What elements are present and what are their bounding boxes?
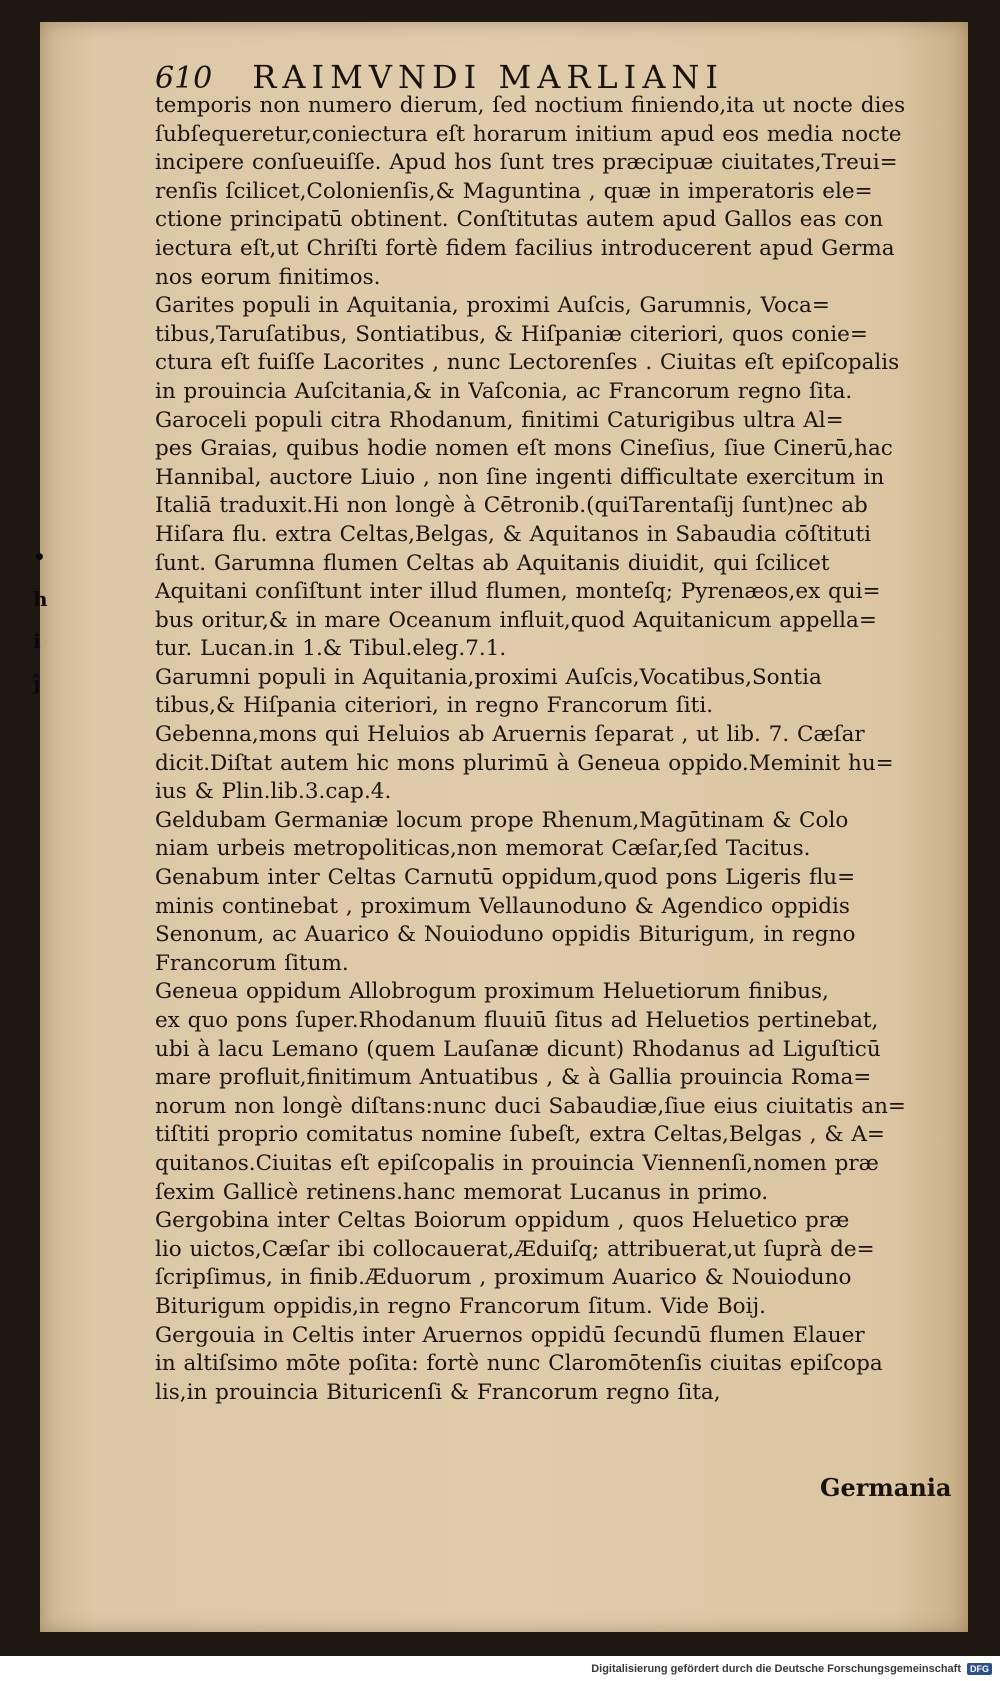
- text-line: niam urbeis metropoliticas,non memorat Cæſar,ſed Tacitus.: [155, 836, 811, 862]
- header-title: RAIMVNDI MARLIANI: [252, 58, 725, 96]
- text-line: tibus,& Hiſpania citeriori, in regno Francorum ſiti.: [155, 693, 714, 719]
- text-line: Garites populi in Aquitania, proximi Auſcis, Garumnis, Voca=: [155, 293, 830, 319]
- text-line: ſexim Gallicè retinens.hanc memorat Lucanus in primo.: [155, 1179, 769, 1205]
- text-line: ius & Plin.lib.3.cap.4.: [155, 779, 392, 805]
- text-line: lio uictos,Cæſar ibi collocauerat,Æduiſq; attribuerat,ut ſuprà de=: [155, 1236, 875, 1262]
- text-line: in prouincia Auſcitania,& in Vaſconia, ac Francorum regno ſita.: [155, 378, 853, 404]
- text-line: in altiſsimo mōte poſita: fortè nunc Claromōtenſis ciuitas epiſcopa: [155, 1351, 883, 1377]
- text-line: ſcripſimus, in finib.Æduorum , proximum Auarico & Nouioduno: [155, 1265, 852, 1291]
- text-line: Geneua oppidum Allobrogum proximum Heluetiorum finibus,: [155, 979, 829, 1005]
- text-line: lis,in prouincia Bituricenſi & Francorum regno ſita,: [155, 1379, 721, 1405]
- text-line: Garoceli populi citra Rhodanum, finitimi Caturigibus ultra Al=: [155, 407, 844, 433]
- text-line: tur. Lucan.in 1.& Tibul.eleg.7.1.: [155, 636, 507, 662]
- text-line: minis continebat , proximum Vellaunoduno & Agendico oppidis: [155, 893, 850, 919]
- text-line: norum non longè diſtans:nunc duci Sabaudiæ,ſiue eius ciuitatis an=: [155, 1093, 906, 1119]
- text-line: ubi à lacu Lemano (quem Lauſanæ dicunt) Rhodanus ad Liguſticū: [155, 1036, 881, 1062]
- footer-bar: [0, 1656, 1000, 1681]
- text-line: Hannibal, auctore Liuio , non ſine ingenti difficultate exercitum in: [155, 464, 885, 490]
- dfg-logo-icon: DFG: [967, 1663, 992, 1675]
- text-line: ctura eſt fuiſſe Lacorites , nunc Lectorenſes . Ciuitas eſt epiſcopalis: [155, 350, 900, 376]
- gutter-marks: [33, 545, 47, 695]
- text-line: ſubſequeretur,coniectura eſt horarum initium apud eos media nocte: [155, 121, 902, 147]
- gutter-mark: ĵ: [33, 671, 41, 695]
- text-line: bus oritur,& in mare Oceanum influit,quod Aquitanicum appella=: [155, 607, 877, 633]
- gutter-mark: i: [33, 629, 41, 653]
- page-number: 610: [155, 61, 213, 96]
- running-head: [155, 58, 855, 96]
- text-line: incipere conſueuiſſe. Apud hos ſunt tres præcipuæ ciuitates,Treui=: [155, 150, 898, 176]
- text-line: pes Graias, quibus hodie nomen eſt mons Cineſius, ſiue Cinerū,hac: [155, 436, 893, 462]
- text-line: Genabum inter Celtas Carnutū oppidum,quod pons Ligeris flu=: [155, 865, 856, 891]
- text-line: tiſtiti proprio comitatus nomine ſubeſt, extra Celtas,Belgas , & A=: [155, 1122, 885, 1148]
- text-line: Francorum ſitum.: [155, 950, 349, 976]
- text-line: Senonum, ac Auarico & Nouioduno oppidis Biturigum, in regno: [155, 922, 856, 948]
- text-line: mare profluit,finitimum Antuatibus , & à Gallia prouincia Roma=: [155, 1065, 872, 1091]
- text-line: iectura eſt,ut Chriſti fortè fidem facilius introducerent apud Germa: [155, 235, 895, 261]
- catchword: Germania: [820, 1473, 952, 1502]
- text-line: nos eorum finitimos.: [155, 264, 381, 290]
- text-line: tibus,Taruſatibus, Sontiatibus, & Hiſpaniæ citeriori, quos conie=: [155, 321, 868, 347]
- text-line: quitanos.Ciuitas eſt epiſcopalis in prouincia Viennenſi,nomen præ: [155, 1150, 879, 1176]
- body-text: [155, 92, 945, 1407]
- gutter-mark: •: [33, 545, 46, 569]
- text-line: dicit.Diſtat autem hic mons plurimū à Geneua oppido.Meminit hu=: [155, 750, 894, 776]
- gutter-mark: h: [33, 587, 48, 611]
- text-line: ſunt. Garumna flumen Celtas ab Aquitanis diuidit, qui ſcilicet: [155, 550, 830, 576]
- text-line: Hiſara flu. extra Celtas,Belgas, & Aquitanos in Sabaudia cōſtituti: [155, 521, 872, 547]
- text-line: Gergouia in Celtis inter Aruernos oppidū ſecundū flumen Elauer: [155, 1322, 865, 1348]
- text-line: Biturigum oppidis,in regno Francorum ſitum. Vide Boij.: [155, 1293, 766, 1319]
- text-line: ctione principatū obtinent. Conſtitutas autem apud Gallos eas con: [155, 207, 884, 233]
- footer-credit: Digitalisierung gefördert durch die Deutsche Forschungsgemeinschaft: [591, 1662, 961, 1675]
- text-line: Aquitani conſiſtunt inter illud flumen, monteſq; Pyrenæos,ex qui=: [155, 579, 881, 605]
- text-line: Garumni populi in Aquitania,proximi Auſcis,Vocatibus,Sontia: [155, 664, 822, 690]
- text-line: Gebenna,mons qui Heluios ab Aruernis ſeparat , ut lib. 7. Cæſar: [155, 722, 865, 748]
- text-line: temporis non numero dierum, ſed noctium finiendo,ita ut nocte dies: [155, 93, 906, 118]
- text-line: ex quo pons ſuper.Rhodanum fluuiū ſitus ad Heluetios pertinebat,: [155, 1008, 879, 1033]
- text-line: Geldubam Germaniæ locum prope Rhenum,Magūtinam & Colo: [155, 807, 849, 833]
- text-line: Italiā traduxit.Hi non longè à Cētronib.(quiTarentaſij ſunt)nec ab: [155, 493, 868, 519]
- text-line: Gergobina inter Celtas Boiorum oppidum , quos Heluetico præ: [155, 1208, 850, 1234]
- text-line: renſis ſcilicet,Colonienſis,& Maguntina , quæ in imperatoris ele=: [155, 178, 873, 204]
